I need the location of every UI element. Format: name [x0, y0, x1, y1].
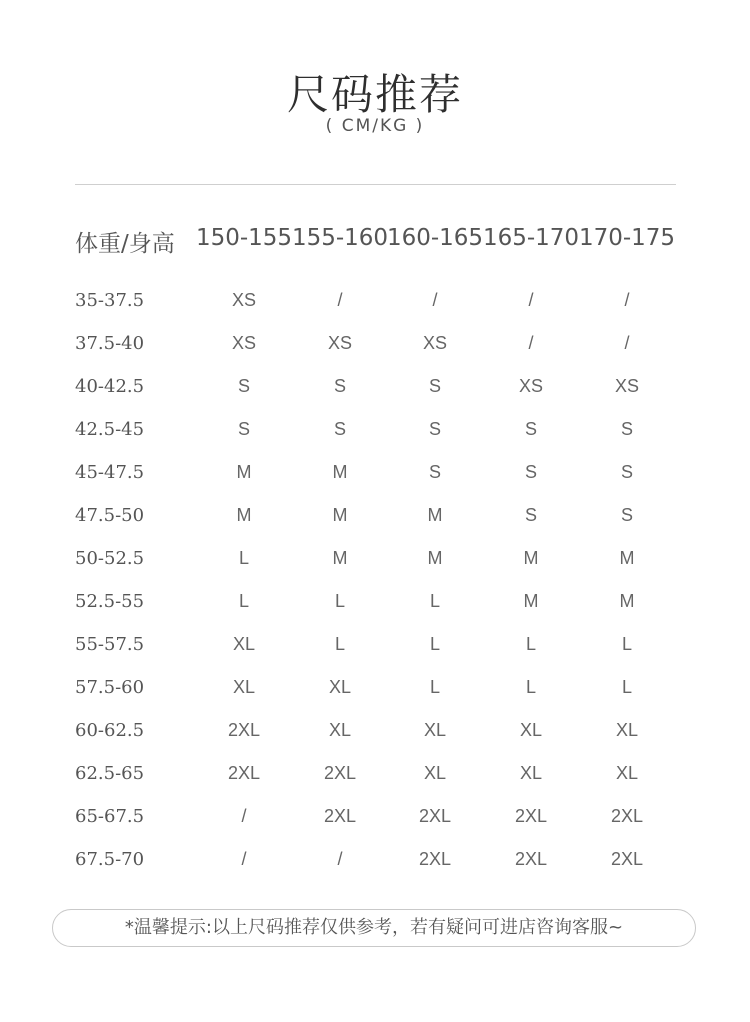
- size-cell: 2XL: [227, 720, 261, 740]
- row-label: 67.5-70: [75, 849, 145, 870]
- size-cell: L: [621, 634, 632, 654]
- size-cell: 2XL: [514, 806, 548, 826]
- size-cell: /: [624, 333, 630, 353]
- size-cell: /: [528, 290, 534, 310]
- size-cell: XL: [519, 763, 543, 783]
- size-cell: XL: [615, 720, 639, 740]
- size-cell: S: [333, 419, 346, 439]
- size-cell: XS: [614, 376, 639, 396]
- size-cell: 2XL: [514, 849, 548, 869]
- size-cell: XL: [423, 763, 447, 783]
- row-label: 37.5-40: [75, 333, 145, 354]
- size-table: [0, 280, 750, 882]
- size-cell: /: [337, 849, 343, 869]
- size-cell: L: [429, 677, 440, 697]
- table-row: [0, 710, 750, 753]
- size-cell: XL: [519, 720, 543, 740]
- row-label: 55-57.5: [75, 634, 145, 655]
- row-label: 35-37.5: [75, 290, 145, 311]
- size-cell: M: [332, 505, 348, 525]
- size-cell: 2XL: [323, 763, 357, 783]
- size-cell: L: [238, 548, 249, 568]
- size-cell: S: [428, 462, 441, 482]
- row-label: 50-52.5: [75, 548, 145, 569]
- size-cell: /: [241, 849, 247, 869]
- size-cell: S: [524, 462, 537, 482]
- column-header: 150-155: [195, 225, 293, 251]
- size-cell: L: [621, 677, 632, 697]
- row-label: 47.5-50: [75, 505, 145, 526]
- column-header: 155-160: [291, 225, 389, 251]
- size-cell: S: [428, 376, 441, 396]
- size-cell: M: [332, 462, 348, 482]
- table-row: [0, 452, 750, 495]
- table-row: [0, 366, 750, 409]
- size-cell: M: [427, 548, 443, 568]
- column-header: 165-170: [482, 225, 580, 251]
- size-cell: /: [432, 290, 438, 310]
- corner-label: 体重/身高: [75, 231, 175, 257]
- size-cell: S: [237, 376, 250, 396]
- size-cell: L: [429, 591, 440, 611]
- size-cell: 2XL: [418, 806, 452, 826]
- size-cell: /: [624, 290, 630, 310]
- size-cell: 2XL: [610, 849, 644, 869]
- size-cell: /: [241, 806, 247, 826]
- column-header: 170-175: [578, 225, 676, 251]
- size-cell: S: [237, 419, 250, 439]
- column-header: 160-165: [386, 225, 484, 251]
- table-row: [0, 839, 750, 882]
- size-cell: S: [428, 419, 441, 439]
- table-row: [0, 538, 750, 581]
- tip-note: *温馨提示:以上尺码推荐仅供参考，若有疑问可进店咨询客服~: [52, 909, 696, 947]
- row-label: 57.5-60: [75, 677, 145, 698]
- unit-subtitle: ( CM/KG ): [325, 116, 425, 136]
- table-row: [0, 280, 750, 323]
- size-cell: 2XL: [418, 849, 452, 869]
- size-cell: L: [334, 634, 345, 654]
- size-cell: 2XL: [227, 763, 261, 783]
- size-cell: XL: [423, 720, 447, 740]
- size-cell: XS: [231, 333, 256, 353]
- size-cell: /: [337, 290, 343, 310]
- size-cell: M: [236, 462, 252, 482]
- size-cell: XL: [232, 677, 256, 697]
- table-row: [0, 624, 750, 667]
- divider: [75, 184, 676, 185]
- table-header: [0, 225, 750, 261]
- size-cell: M: [332, 548, 348, 568]
- page-title: 尺码推荐: [286, 70, 463, 119]
- table-row: [0, 753, 750, 796]
- size-cell: M: [619, 591, 635, 611]
- size-cell: XL: [328, 677, 352, 697]
- size-cell: XS: [327, 333, 352, 353]
- size-cell: L: [525, 677, 536, 697]
- size-cell: XL: [615, 763, 639, 783]
- size-cell: M: [523, 548, 539, 568]
- size-cell: L: [525, 634, 536, 654]
- row-label: 40-42.5: [75, 376, 145, 397]
- size-cell: 2XL: [610, 806, 644, 826]
- row-label: 60-62.5: [75, 720, 145, 741]
- table-row: [0, 667, 750, 710]
- size-cell: S: [333, 376, 346, 396]
- size-cell: 2XL: [323, 806, 357, 826]
- size-cell: XS: [518, 376, 543, 396]
- size-cell: M: [523, 591, 539, 611]
- table-row: [0, 581, 750, 624]
- size-cell: XS: [422, 333, 447, 353]
- row-label: 52.5-55: [75, 591, 145, 612]
- row-label: 45-47.5: [75, 462, 145, 483]
- size-cell: S: [620, 419, 633, 439]
- size-cell: L: [334, 591, 345, 611]
- size-cell: S: [620, 505, 633, 525]
- size-cell: S: [524, 419, 537, 439]
- table-row: [0, 495, 750, 538]
- size-cell: S: [524, 505, 537, 525]
- table-row: [0, 323, 750, 366]
- size-cell: L: [429, 634, 440, 654]
- table-row: [0, 796, 750, 839]
- row-label: 42.5-45: [75, 419, 145, 440]
- size-cell: XL: [328, 720, 352, 740]
- row-label: 65-67.5: [75, 806, 145, 827]
- size-cell: M: [619, 548, 635, 568]
- size-cell: /: [528, 333, 534, 353]
- size-cell: M: [236, 505, 252, 525]
- size-cell: L: [238, 591, 249, 611]
- size-cell: M: [427, 505, 443, 525]
- table-row: [0, 409, 750, 452]
- size-cell: XS: [231, 290, 256, 310]
- size-cell: S: [620, 462, 633, 482]
- row-label: 62.5-65: [75, 763, 145, 784]
- size-cell: XL: [232, 634, 256, 654]
